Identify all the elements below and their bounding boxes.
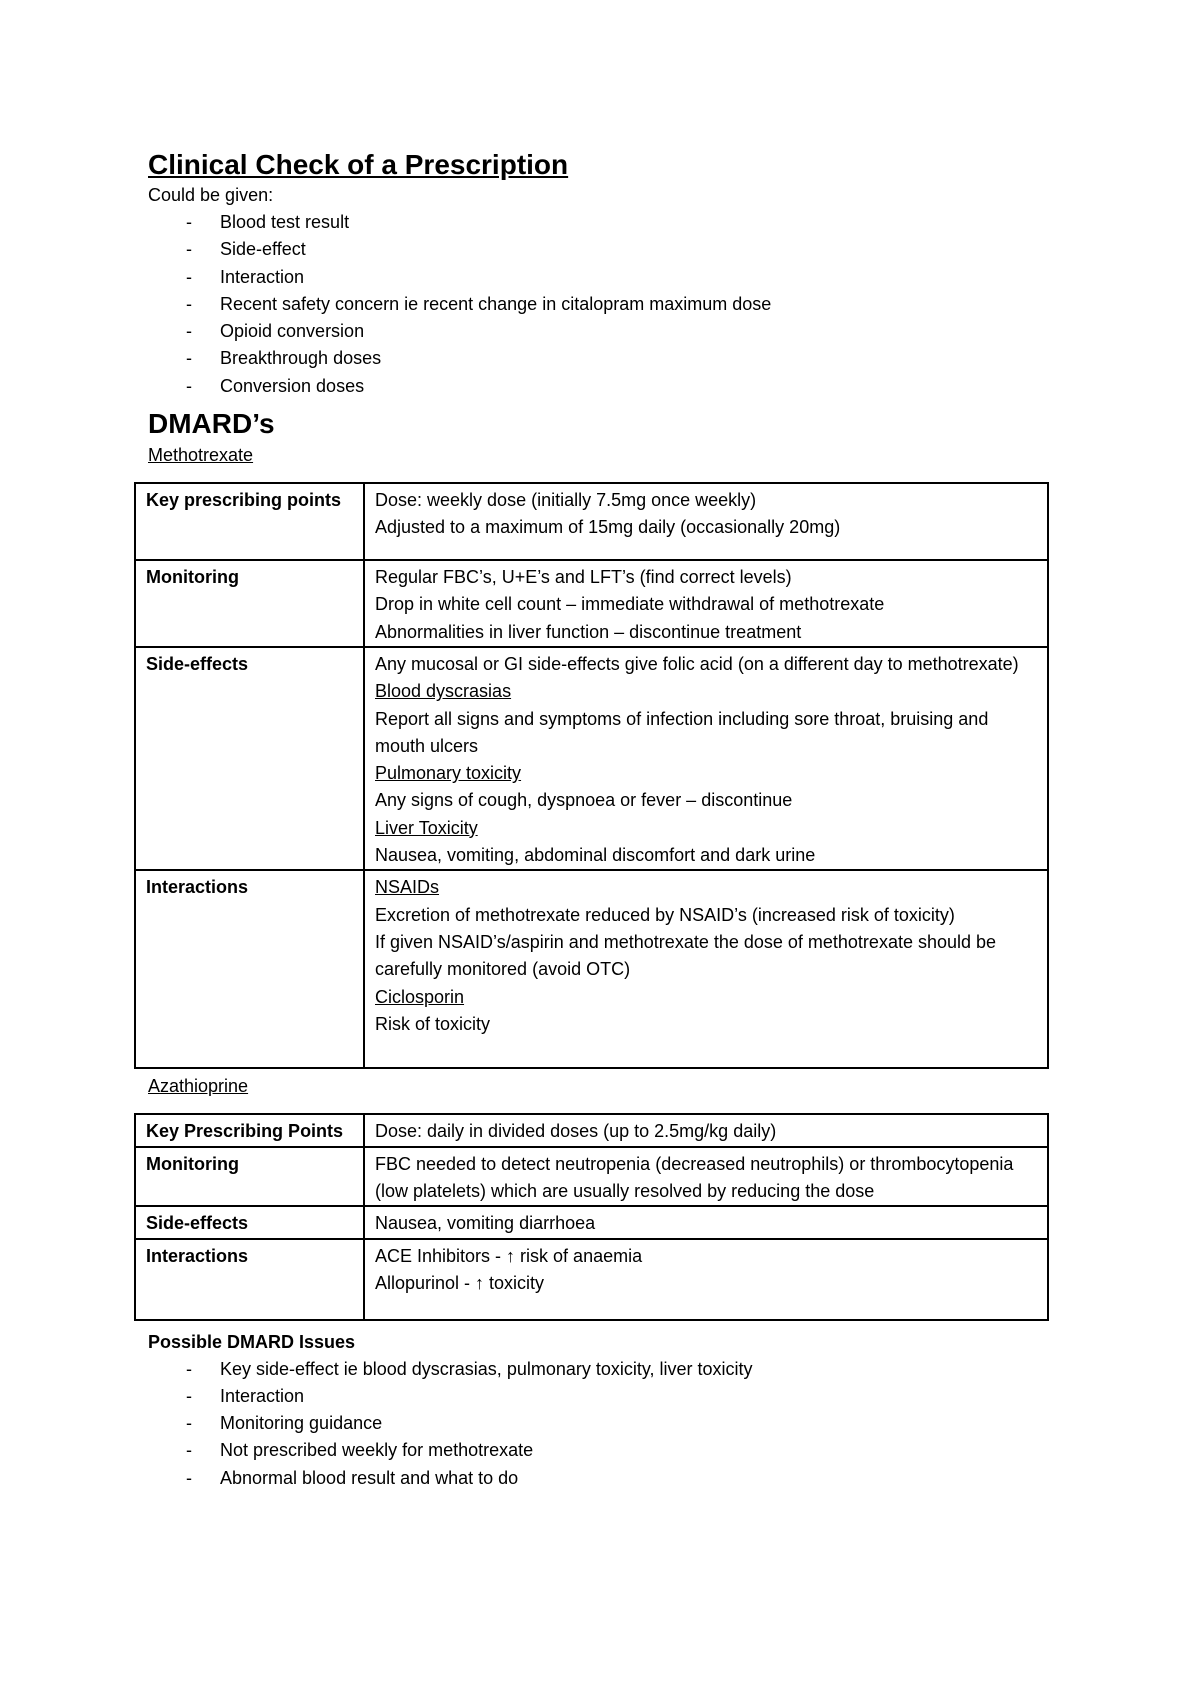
row-content: NSAIDs Excretion of methotrexate reduced by NSAID’s (increased risk of toxicity) If given NSAID’s/aspirin and methotrexate the dose of methotrexate should be carefully monitored (avoid OTC) Ciclosporin Risk of toxicity <box>364 870 1048 1068</box>
table-row <box>135 560 1048 647</box>
list-item: - Abnormal blood result and what to do <box>186 1467 519 1488</box>
list-item: - Key side-effect ie blood dyscrasias, pulmonary toxicity, liver toxicity <box>186 1358 753 1379</box>
section-heading-dmards: DMARD’s <box>148 408 275 440</box>
subheading-methotrexate: Methotrexate <box>148 445 254 466</box>
table-row <box>135 1206 1048 1238</box>
table-row <box>135 647 1048 870</box>
document-page <box>148 148 1058 1492</box>
list-item: - Monitoring guidance <box>186 1413 383 1434</box>
row-content: Nausea, vomiting diarrhoea <box>364 1206 1048 1238</box>
row-label: Monitoring <box>135 560 364 647</box>
row-label: Side-effects <box>135 647 364 870</box>
list-item: - Not prescribed weekly for methotrexate <box>186 1440 534 1461</box>
row-content: Any mucosal or GI side-effects give folic acid (on a different day to methotrexate) Blood dyscrasias Report all signs and symptoms of infection including sore throat, bruising and mouth ulcers Pulmonary toxicity Any signs of cough, dyspnoea or fever – discontinue Liver Toxicity Nausea, vomiting, abdominal discomfort and dark urine <box>364 647 1048 870</box>
row-label: Side-effects <box>135 1206 364 1238</box>
methotrexate-table <box>134 482 1049 1069</box>
azathioprine-table <box>134 1113 1049 1320</box>
row-content: FBC needed to detect neutropenia (decreased neutrophils) or thrombocytopenia (low platelets) which are usually resolved by reducing the dose <box>364 1147 1048 1207</box>
row-content: Dose: weekly dose (initially 7.5mg once weekly) Adjusted to a maximum of 15mg daily (occasionally 20mg) <box>364 483 1048 560</box>
row-label: Key Prescribing Points <box>135 1114 364 1146</box>
row-content: Dose: daily in divided doses (up to 2.5mg/kg daily) <box>364 1114 1048 1146</box>
row-label: Monitoring <box>135 1147 364 1207</box>
row-label: Key prescribing points <box>135 483 364 560</box>
list-item: - Interaction <box>186 266 305 287</box>
issues-heading: Possible DMARD Issues <box>148 1331 356 1352</box>
row-content: ACE Inhibitors - ↑ risk of anaemia Allopurinol - ↑ toxicity <box>364 1239 1048 1320</box>
intro-list <box>148 209 1058 400</box>
table-row <box>135 1114 1048 1146</box>
list-item: - Opioid conversion <box>186 321 365 342</box>
list-item: - Recent safety concern ie recent change in citalopram maximum dose <box>186 293 772 314</box>
row-content: Regular FBC’s, U+E’s and LFT’s (find correct levels) Drop in white cell count – immediate withdrawal of methotrexate Abnormalities in liver function – discontinue treatment <box>364 560 1048 647</box>
issues-list <box>148 1356 1058 1492</box>
list-item: - Breakthrough doses <box>186 348 382 369</box>
row-label: Interactions <box>135 870 364 1068</box>
subheading-azathioprine: Azathioprine <box>148 1076 249 1097</box>
table-row <box>135 483 1048 560</box>
page-title: Clinical Check of a Prescription <box>148 149 569 180</box>
table-row <box>135 1239 1048 1320</box>
row-label: Interactions <box>135 1239 364 1320</box>
intro-text: Could be given: <box>148 185 274 205</box>
list-item: - Interaction <box>186 1385 305 1406</box>
list-item: - Side-effect <box>186 239 306 260</box>
table-row <box>135 870 1048 1068</box>
list-item: - Conversion doses <box>186 375 365 396</box>
list-item: - Blood test result <box>186 212 350 232</box>
table-row <box>135 1147 1048 1207</box>
